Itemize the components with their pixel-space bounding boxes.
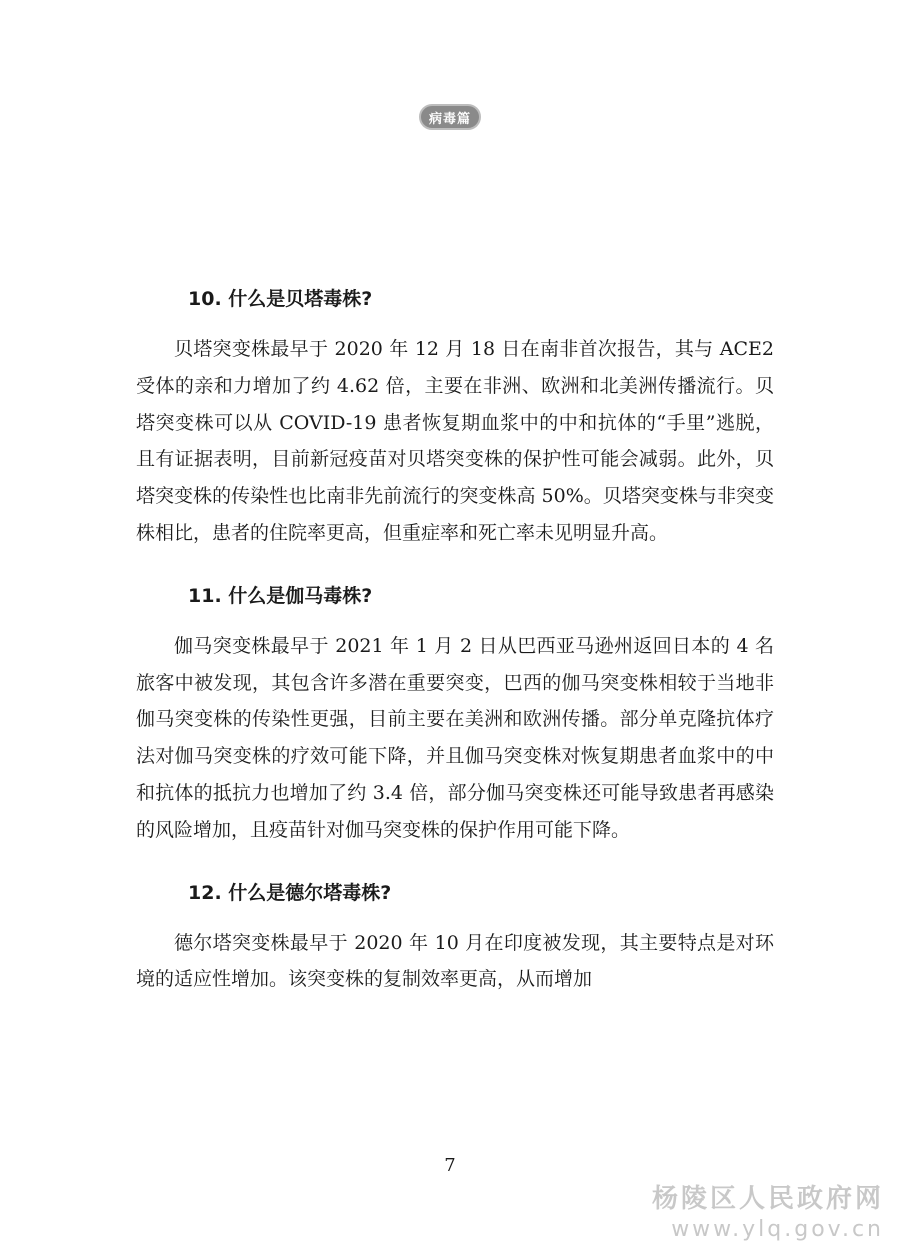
- section-badge: [419, 104, 481, 130]
- question-heading-10: 10. 什么是贝塔毒株?: [188, 288, 373, 310]
- question-answer-10: 贝塔突变株最早于 2020 年 12 月 18 日在南非首次报告，其与 ACE2 受体的亲和力增加了约 4.62 倍，主要在非洲、欧洲和北美洲传播流行。贝塔突变株可以从 COVID-19 患者恢复期血浆中的中和抗体的“手里”逃脱，且有证据表明，目前新冠疫苗对贝塔突变株的保护性可能会减弱。此外，贝塔突变株的传染性也比南非先前流行的突变株高 50%。贝塔突变株与非突变株相比，患者的住院率更高，但重症率和死亡率未见明显升高。: [136, 338, 774, 544]
- question-answer-12: 德尔塔突变株最早于 2020 年 10 月在印度被发现，其主要特点是对环境的适应性增加。该突变株的复制效率更高，从而增加: [136, 931, 774, 991]
- question-heading-11: 11. 什么是伽马毒株?: [188, 584, 373, 607]
- page-number: 7: [444, 1155, 456, 1176]
- section-badge-label: 病毒篇: [428, 111, 471, 127]
- question-heading-12: 12. 什么是德尔塔毒株?: [188, 881, 392, 904]
- watermark-url: www.ylq.gov.cn: [671, 1217, 884, 1242]
- watermark-site-name: 杨陵区人民政府网: [651, 1184, 884, 1214]
- document-content: [136, 285, 774, 1028]
- question-answer-11: 伽马突变株最早于 2021 年 1 月 2 日从巴西亚马逊州返回日本的 4 名旅客中被发现，其包含许多潜在重要突变，巴西的伽马突变株相较于当地非伽马突变株的传染性更强，目前主要在美洲和欧洲传播。部分单克隆抗体疗法对伽马突变株的疗效可能下降，并且伽马突变株对恢复期患者血浆中的中和抗体的抵抗力也增加了约 3.4 倍，部分伽马突变株还可能导致患者再感染的风险增加，且疫苗针对伽马突变株的保护作用可能下降。: [136, 634, 774, 841]
- watermark: [652, 1182, 884, 1244]
